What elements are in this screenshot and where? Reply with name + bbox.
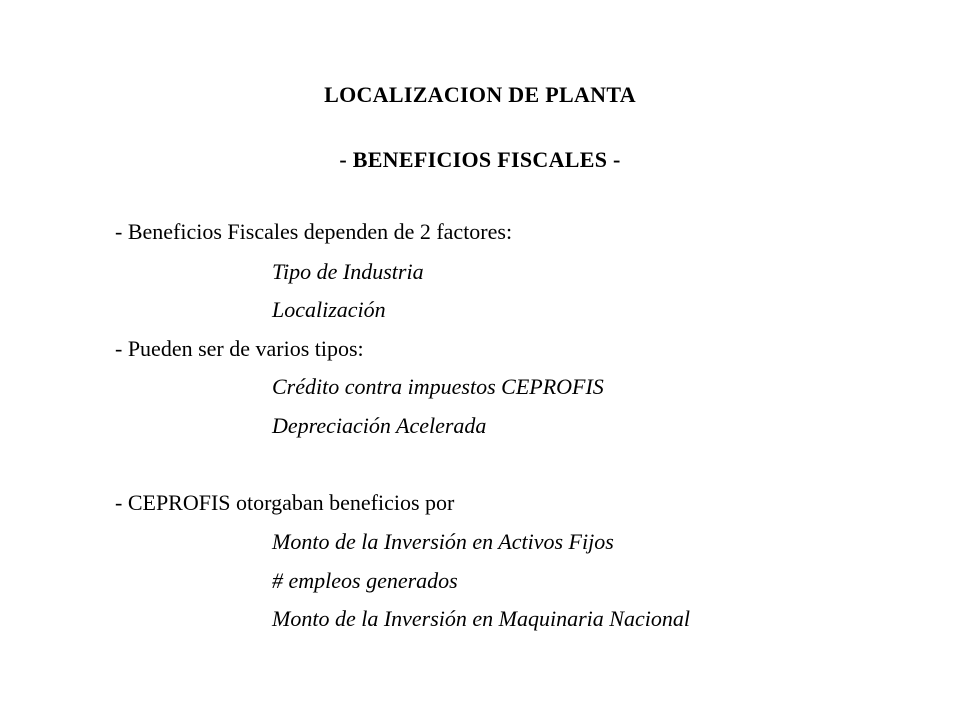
bullet-tipos: - Pueden ser de varios tipos: <box>115 336 364 361</box>
slide-subtitle: - BENEFICIOS FISCALES - <box>339 147 621 172</box>
sub-item-empleos: # empleos generados <box>272 568 458 593</box>
slide-title: LOCALIZACION DE PLANTA <box>324 82 636 107</box>
sub-item-inversion-activos: Monto de la Inversión en Activos Fijos <box>272 529 614 554</box>
sub-item-credito-ceprofis: Crédito contra impuestos CEPROFIS <box>272 374 604 399</box>
sub-item-maquinaria-nacional: Monto de la Inversión en Maquinaria Nacional <box>272 606 690 631</box>
sub-item-depreciacion: Depreciación Acelerada <box>272 413 487 438</box>
bullet-beneficios-fiscales: - Beneficios Fiscales dependen de 2 factores: <box>115 219 513 244</box>
sub-item-localizacion: Localización <box>272 297 386 322</box>
bullet-ceprofis: - CEPROFIS otorgaban beneficios por <box>115 490 455 515</box>
sub-item-tipo-industria: Tipo de Industria <box>272 259 424 284</box>
